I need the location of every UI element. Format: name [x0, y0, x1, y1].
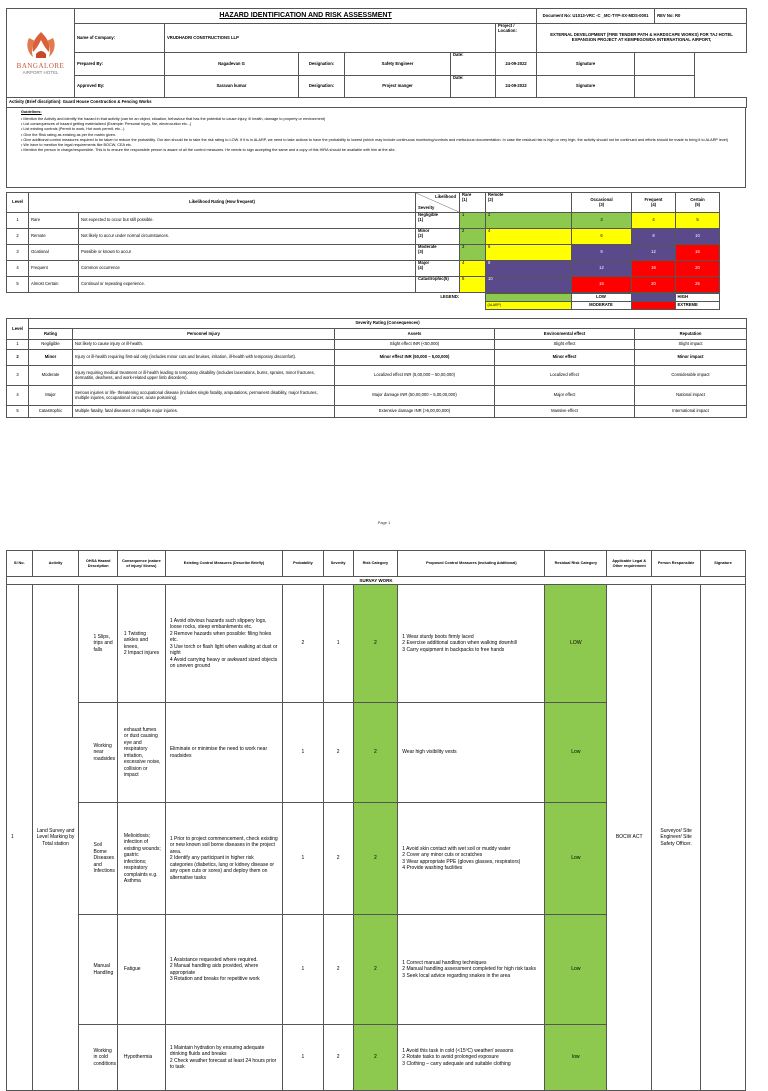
- existing-controls: 1 Prior to project commencement, check existing or new known soil borne diseases in the project area. 2 Identify any participant in higher risk categories (diabetics, lung or kidney disease or any open cuts or sores) and deploy them on alternative tasks: [165, 803, 282, 915]
- likelihood-row: [7, 213, 747, 229]
- severity-level: 1: [7, 340, 29, 350]
- probability: 1: [283, 1025, 324, 1091]
- proposed-controls: 1 Avoid this task in cold (<15ºC) weather/ seasons 2 Rotate tasks to avoid prolonged exposure 3 Clothing – carry adequate and suitable clothing: [398, 1025, 545, 1091]
- severity-level: 5: [7, 406, 29, 418]
- legend-label: LEGEND:: [440, 294, 460, 300]
- col-person-responsible: Person Responsible: [652, 551, 701, 577]
- severity-col-injury: Personnel Injury: [73, 329, 335, 340]
- severity-rating: Negligible: [29, 340, 73, 350]
- severity-label: Negligible (1): [416, 213, 460, 229]
- guideline-item: • Mention the Activity and identify the hazard in that activity (can be an object, situation, behaviour that has the potential to cause injury, ill health, damage to property or environment): [21, 117, 326, 122]
- legal-requirement: BOCW ACT: [607, 585, 652, 1091]
- col-residual-risk: Residual Risk Category: [545, 551, 607, 577]
- col-rare: Rare (1): [460, 193, 486, 213]
- severity-row: [7, 366, 747, 386]
- risk-matrix-cell: 2: [486, 213, 572, 229]
- severity-env: Slight effect: [495, 340, 635, 350]
- project-value: EXTERNAL DEVELOPMENT (FIRE TENDER PATH & HARDSCAPE WORKS) FOR TAJ HOTEL EXPANSION PROJECT AT KEMPEGOWDA INTERNATIONAL AIRPORT,: [537, 24, 747, 53]
- guideline-item: • We have to mention the legal requirements like BOCW, CEA etc.: [21, 142, 132, 147]
- risk-matrix-cell: 10: [676, 229, 720, 245]
- likelihood-description: Common occurrence: [79, 261, 416, 277]
- guideline-item: • List existing controls (Permit to work, Hot work permit, etc...): [21, 127, 125, 132]
- proposed-controls: 1 Avoid skin contact with wet soil or muddy water 2 Cover any minor cuts or scratches 3 Wear appropriate PPE (gloves glasses, respirators) 4 Provide washing facilities: [398, 803, 545, 915]
- risk-matrix-cell: 15: [676, 245, 720, 261]
- hira-table: [6, 550, 746, 1091]
- guidelines-title: Guidelines:: [21, 110, 42, 114]
- likelihood-name: Frequent: [29, 261, 79, 277]
- residual-risk: Low: [545, 915, 607, 1025]
- severity-col-reputation: Reputation: [635, 329, 747, 340]
- likelihood-row: [7, 245, 747, 261]
- severity-col-env: Environmental effect: [495, 329, 635, 340]
- severity-reputation: National impact: [635, 386, 747, 406]
- col-consequence: Consequence (nature of injury/ illness): [117, 551, 165, 577]
- col-hazard: OHSA Hazard Description: [79, 551, 117, 577]
- severity: 2: [323, 915, 353, 1025]
- risk-matrix-cell: 8: [632, 229, 676, 245]
- severity-level: 2: [7, 350, 29, 366]
- severity-level: 4: [7, 386, 29, 406]
- severity-level-header: Level: [7, 319, 29, 340]
- signature-label: Signature: [537, 76, 635, 98]
- consequence: Hypothermia: [117, 1025, 165, 1091]
- probability: 2: [283, 585, 324, 703]
- col-risk-category: Risk Category: [353, 551, 398, 577]
- risk-matrix-cell: 5: [676, 213, 720, 229]
- approved-by-name: Saravan kumar: [165, 76, 299, 98]
- col-existing-controls: Existing Control Measures (Describe Briefly): [165, 551, 282, 577]
- severity-rating: Major: [29, 386, 73, 406]
- severity: 2: [323, 703, 353, 803]
- prepared-date: 24-09-2022: [496, 53, 537, 76]
- likelihood-row: [7, 277, 747, 293]
- severity-rating: Minor: [29, 350, 73, 366]
- severity-injury: Multiple fatality, fatal diseases or multiple major injuries.: [73, 406, 335, 418]
- hotel-logo-icon: [21, 30, 61, 60]
- severity-row: [7, 386, 747, 406]
- signature-label: Signature: [537, 53, 635, 76]
- hira-row: [7, 585, 746, 703]
- risk-matrix-cell: 8: [486, 261, 572, 277]
- likelihood-level: 2: [7, 229, 29, 245]
- proposed-controls: 1 Correct manual handling techniques 2 Manual handling assessment completed for high risk tasks 3 Seek local advice regarding snakes in the area: [398, 915, 545, 1025]
- risk-matrix-cell: 3: [460, 245, 486, 261]
- guideline-item: • List consequences of hazard getting materialized (Example: Personal injury, fire, electrocution etc...): [21, 122, 192, 127]
- approved-date: 24-09-2022: [496, 76, 537, 98]
- severity-assets: Slight effect INR (<50,000): [335, 340, 495, 350]
- hazard-description: 1 Slips, trips and falls: [79, 585, 117, 703]
- severity-row: [7, 350, 747, 366]
- severity-assets: Extensive damage INR (>5,00,00,000): [335, 406, 495, 418]
- likelihood-row: [7, 261, 747, 277]
- severity-assets: Major damage INR (50,00,000 – 5,00,00,000): [335, 386, 495, 406]
- company-logo: [7, 9, 75, 98]
- existing-controls: 1 Avoid obvious hazards such slippery logs, loose rocks, steep embankments etc. 2 Remove hazards when possible: filing holes etc. 3 Use torch or flash light when walking at dust or night 4 Avoid carrying heavy or awkward sized objects on uneven ground: [165, 585, 282, 703]
- residual-risk: Low: [545, 703, 607, 803]
- likelihood-level: 1: [7, 213, 29, 229]
- col-sl-no: Sl No.: [7, 551, 33, 577]
- likelihood-name: Remote: [29, 229, 79, 245]
- prepared-by-name: Nagadevan G: [165, 53, 299, 76]
- activity-description: Activity (Brief discription): Guard House Construction & Fencing Works: [7, 98, 747, 108]
- severity: 2: [323, 1025, 353, 1091]
- severity-col-assets: Assets: [335, 329, 495, 340]
- severity-env: Localized effect: [495, 366, 635, 386]
- col-severity: Severity: [323, 551, 353, 577]
- severity-assets: Minor effect INR (50,000 – 5,00,000): [335, 350, 495, 366]
- designation-label: Designation:: [299, 76, 345, 98]
- likelihood-title: Likelihood Rating (How frequent): [29, 193, 416, 213]
- risk-matrix-cell: 12: [632, 245, 676, 261]
- hazard-description: Manual Handling: [79, 915, 117, 1025]
- risk-matrix-cell: 4: [632, 213, 676, 229]
- hira-header: [6, 8, 746, 188]
- col-occasional: Occasional (3): [572, 193, 632, 213]
- page-number: Page 1: [377, 520, 391, 525]
- approved-designation: Project manger: [345, 76, 451, 98]
- risk-category: 2: [353, 585, 398, 703]
- risk-matrix-cell: 25: [676, 277, 720, 293]
- risk-matrix-cell: 4: [486, 229, 572, 245]
- probability: 1: [283, 915, 324, 1025]
- probability: 1: [283, 803, 324, 915]
- likelihood-name: Ocational: [29, 245, 79, 261]
- proposed-controls: 1 Wear sturdy boots firmly laced 2 Exercise additional caution when walking downhill 3 Carry equipment in backpacks to free hands: [398, 585, 545, 703]
- likelihood-level: 3: [7, 245, 29, 261]
- likelihood-level: 4: [7, 261, 29, 277]
- risk-matrix-cell: 20: [632, 277, 676, 293]
- approved-by-label: Approved By:: [75, 76, 165, 98]
- likelihood-row: [7, 229, 747, 245]
- severity-injury: Not likely to cause injury or ill-health.: [73, 340, 335, 350]
- residual-risk: Low: [545, 803, 607, 915]
- col-activity: Activity: [32, 551, 79, 577]
- section-title: SURVAY WORK: [7, 577, 746, 585]
- severity-col-rating: Rating: [29, 329, 73, 340]
- severity-label: Moderate (3): [416, 245, 460, 261]
- legend-low-swatch: [485, 294, 571, 302]
- severity-label: Minor (2): [416, 229, 460, 245]
- guideline-item: • Mention the person in charge/responsible. This is to ensure the responsible person is aware of all the control measures. He needs to sign accepting the same and a copy of this HIRA should be available with him at the site.: [21, 147, 396, 152]
- severity-rating: Catastrophic: [29, 406, 73, 418]
- severity-table: [6, 318, 746, 418]
- corner-likelihood-label: Likelihood: [435, 194, 456, 199]
- date-label: Date:: [451, 76, 496, 98]
- risk-matrix-cell: 5: [460, 277, 486, 293]
- legend-high: HIGH: [675, 294, 719, 302]
- likelihood-description: Continual or repeating experience.: [79, 277, 416, 293]
- proposed-controls: Wear high visibility vests: [398, 703, 545, 803]
- col-proposed-controls: Proposed Control Measures (including Additional): [398, 551, 545, 577]
- logo-text-airport-hotel: AIRPORT HOTEL: [22, 70, 59, 76]
- legend-moderate: MODERATE: [571, 302, 631, 310]
- residual-risk: LOW: [545, 585, 607, 703]
- col-remote: Remote (2): [486, 193, 572, 213]
- col-legal: Applicable Legal & Other requirement: [607, 551, 652, 577]
- project-label: Project / Location:: [496, 24, 537, 53]
- risk-matrix-cell: 4: [460, 261, 486, 277]
- risk-matrix-cell: 10: [486, 277, 572, 293]
- severity-reputation: International impact: [635, 406, 747, 418]
- document-title: HAZARD IDENTIFICATION AND RISK ASSESSMENT: [75, 9, 537, 24]
- likelihood-description: Not expected to occur but still possible.: [79, 213, 416, 229]
- likelihood-matrix: [6, 192, 746, 310]
- severity-label: Catastrophic(5): [416, 277, 460, 293]
- severity-reputation: Minor impact: [635, 350, 747, 366]
- severity-title: Severity Rating (Consequences): [29, 319, 747, 329]
- revision-number: REV No: R0: [655, 9, 747, 24]
- severity-rating: Moderate: [29, 366, 73, 386]
- col-frequent: Frequent (4): [632, 193, 676, 213]
- residual-risk: low: [545, 1025, 607, 1091]
- legend-extreme-swatch: [631, 302, 675, 310]
- severity-env: Minor effect: [495, 350, 635, 366]
- company-value: VRUDHADRI CONSTRUCTIONS LLP: [165, 24, 496, 53]
- guidelines-list: [7, 115, 745, 155]
- risk-matrix-cell: 1: [460, 213, 486, 229]
- risk-matrix-cell: 12: [572, 261, 632, 277]
- severity-injury: Injury requiring medical treatment or ill-health leading to temporary disability (includes lacerations, burns, sprains, minor fractures, dermatitis, deafness, and work-related upper limb disorders).: [73, 366, 335, 386]
- guideline-item: • Give the Risk rating as existing as per the matrix given.: [21, 132, 117, 137]
- severity: 1: [323, 585, 353, 703]
- risk-matrix-cell: 16: [632, 261, 676, 277]
- document-number: Document No: U1013-VRC -C _MC-TYP-XX-MDS-0001: [537, 9, 655, 24]
- risk-matrix-cell: 20: [676, 261, 720, 277]
- severity-row: [7, 340, 747, 350]
- likelihood-description: Possible or known to accur: [79, 245, 416, 261]
- hazard-description: Working in cold conditions: [79, 1025, 117, 1091]
- risk-matrix-cell: 15: [572, 277, 632, 293]
- legend-high-swatch: [631, 294, 675, 302]
- consequence: Melioidosis; infection of existing wounds; gastric infections; respiratory complaints e.g. Asthma: [117, 803, 165, 915]
- risk-matrix-cell: 3: [572, 213, 632, 229]
- risk-matrix-cell: 9: [572, 245, 632, 261]
- risk-category: 2: [353, 703, 398, 803]
- signature-cell[interactable]: [701, 585, 746, 1091]
- company-label: Name of Company:: [75, 24, 165, 53]
- person-responsible: Surveyor/ Site Engineer/ Site Safety Officer.: [652, 585, 701, 1091]
- risk-category: 2: [353, 1025, 398, 1091]
- severity-injury: Serious injuries or life- threatening occupational disease (includes single fatality, amputations, permanent disability, major fractures, multiple injuries, occupational cancer, acute poisoning).: [73, 386, 335, 406]
- level-header: Level: [7, 193, 29, 213]
- risk-matrix-cell: 6: [486, 245, 572, 261]
- designation-label: Designation:: [299, 53, 345, 76]
- severity-injury: Injury or ill-health requiring first-aid only (includes minor cuts and bruises, irritation, ill-health with temporary discomfort).: [73, 350, 335, 366]
- likelihood-name: Almost Certain: [29, 277, 79, 293]
- hazard-description: Working near roadsides: [79, 703, 117, 803]
- date-label: Date:: [451, 53, 496, 76]
- likelihood-name: Rare: [29, 213, 79, 229]
- severity-level: 3: [7, 366, 29, 386]
- risk-category: 2: [353, 803, 398, 915]
- prepared-designation: Safety Engineer: [345, 53, 451, 76]
- hazard-description: Soil Borne Diseases and Infections: [79, 803, 117, 915]
- guideline-item: • Give additional control measures required to be taken to reduce the probability. Our aim should be to take the risk rating to LOW. If it is in ALARP, we need to take actions to have the probability to lowest (which may include continuous monitoring/controls and meticulous documentation. In case the residual risk is high or very high, the activity should not be continued and efforts should be made to bring it to ALARP level): [21, 137, 729, 142]
- severity-reputation: Considerable impact: [635, 366, 747, 386]
- risk-category: 2: [353, 915, 398, 1025]
- guidelines-box: [6, 108, 746, 188]
- legend-alarp: (ALARP): [485, 302, 571, 310]
- logo-text-bangalore: BANGALORE: [16, 62, 65, 71]
- severity-label: Major (4): [416, 261, 460, 277]
- likelihood-level: 5: [7, 277, 29, 293]
- sl-number: 1: [7, 585, 33, 1091]
- legend-low: LOW: [571, 294, 631, 302]
- activity-name: Land Survey and Level Marking by Total station: [32, 585, 79, 1091]
- corner-severity-label: Severity: [418, 205, 435, 211]
- severity-env: Major effect: [495, 386, 635, 406]
- signature-box[interactable]: [635, 53, 695, 76]
- severity-assets: Localized effect INR (5,00,000 – 50,00,000): [335, 366, 495, 386]
- legend-extreme: EXTREME: [675, 302, 719, 310]
- prepared-by-label: Prepared By:: [75, 53, 165, 76]
- severity: 2: [323, 803, 353, 915]
- likelihood-description: Not likely to accur under normal circumstances.: [79, 229, 416, 245]
- existing-controls: 1 Assistance requested where required. 2 Manual handling aids provided, where appropriate 3 Rotation and breaks for repetitive work: [165, 915, 282, 1025]
- consequence: exhaust fumes or dust causing eye and respiratory irritation, excessive noise, collision or impact: [117, 703, 165, 803]
- risk-matrix-cell: 2: [460, 229, 486, 245]
- risk-matrix-cell: 6: [572, 229, 632, 245]
- col-certain: Certain (5): [676, 193, 720, 213]
- severity-row: [7, 406, 747, 418]
- signature-box[interactable]: [635, 76, 695, 98]
- col-probability: Probability: [283, 551, 324, 577]
- existing-controls: 1 Maintain hydration by ensuring adequate drinking fluids and breaks 2 Check weather forecast at least 24 hours prior to task: [165, 1025, 282, 1091]
- matrix-corner: [416, 193, 460, 213]
- severity-env: Massive effect: [495, 406, 635, 418]
- existing-controls: Eliminate or minimise the need to work near roadsides: [165, 703, 282, 803]
- col-signature: Signature: [701, 551, 746, 577]
- consequence: Fatigue: [117, 915, 165, 1025]
- consequence: 1 Twisting ankles and knees, 2 Impact injures: [117, 585, 165, 703]
- severity-reputation: Slight impact: [635, 340, 747, 350]
- probability: 1: [283, 703, 324, 803]
